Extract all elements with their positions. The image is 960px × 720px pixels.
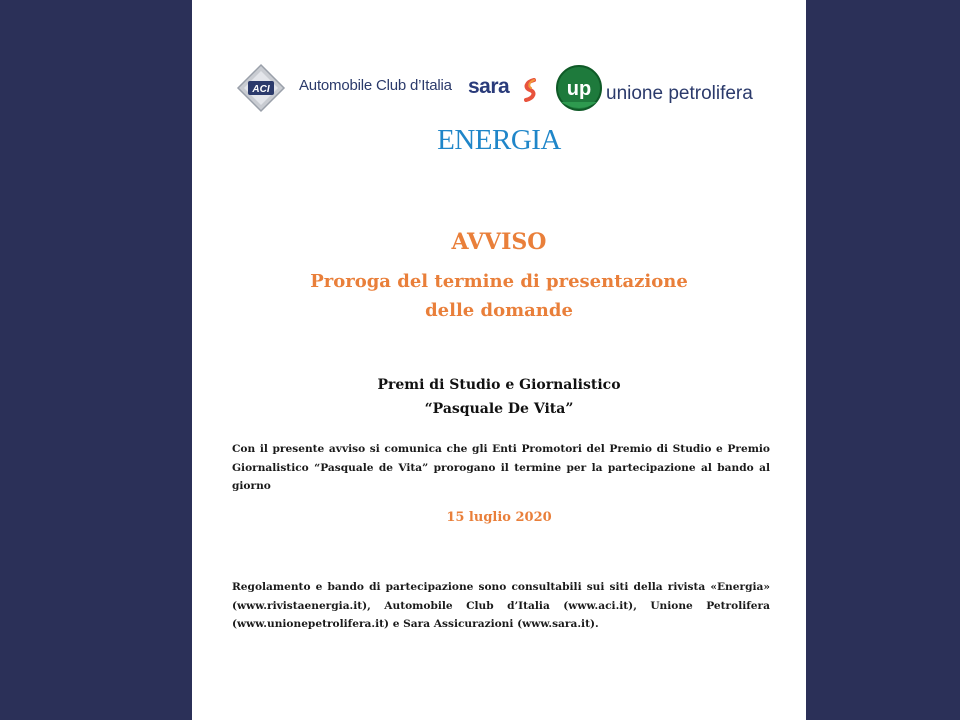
info-paragraph: Regolamento e bando di partecipazione sono consultabili sui siti della rivista «Energia» (www.rivistaenergia.it), Automobile Club d’Italia (www.aci.it), Unione Petrolifera (www.unionepetrolifera.it) e Sara Assicurazioni (www.sara.it). <box>232 581 770 630</box>
notice-subtitle <box>192 267 806 325</box>
notice-paragraph: Con il presente avviso si comunica che gli Enti Promotori del Premio di Studio e Premio Giornalistico “Pasquale de Vita” prorogano il termine per la partecipazione al bando al giorno <box>232 443 770 492</box>
sara-swirl-icon <box>520 78 540 102</box>
award-line-2: “Pasquale De Vita” <box>424 401 574 417</box>
sponsor-logos <box>192 60 806 120</box>
sara-logo-text: sara <box>468 75 510 98</box>
energia-logo: ENERGIA <box>437 124 561 156</box>
deadline-date: 15 luglio 2020 <box>446 510 552 525</box>
up-logo <box>555 64 603 116</box>
notice-title: AVVISO <box>451 229 547 255</box>
award-name <box>192 373 806 421</box>
subtitle-line-1: Proroga del termine di presentazione <box>310 271 688 292</box>
aci-logo <box>236 63 286 113</box>
aci-name: Automobile Club d’Italia <box>299 77 452 94</box>
aci-logo-mark: ACI <box>252 84 270 95</box>
award-line-1: Premi di Studio e Giornalistico <box>377 377 621 393</box>
up-name: unione petrolifera <box>606 83 753 104</box>
document-page <box>192 0 806 720</box>
up-logo-mark: up <box>566 78 592 100</box>
subtitle-line-2: delle domande <box>425 300 573 321</box>
